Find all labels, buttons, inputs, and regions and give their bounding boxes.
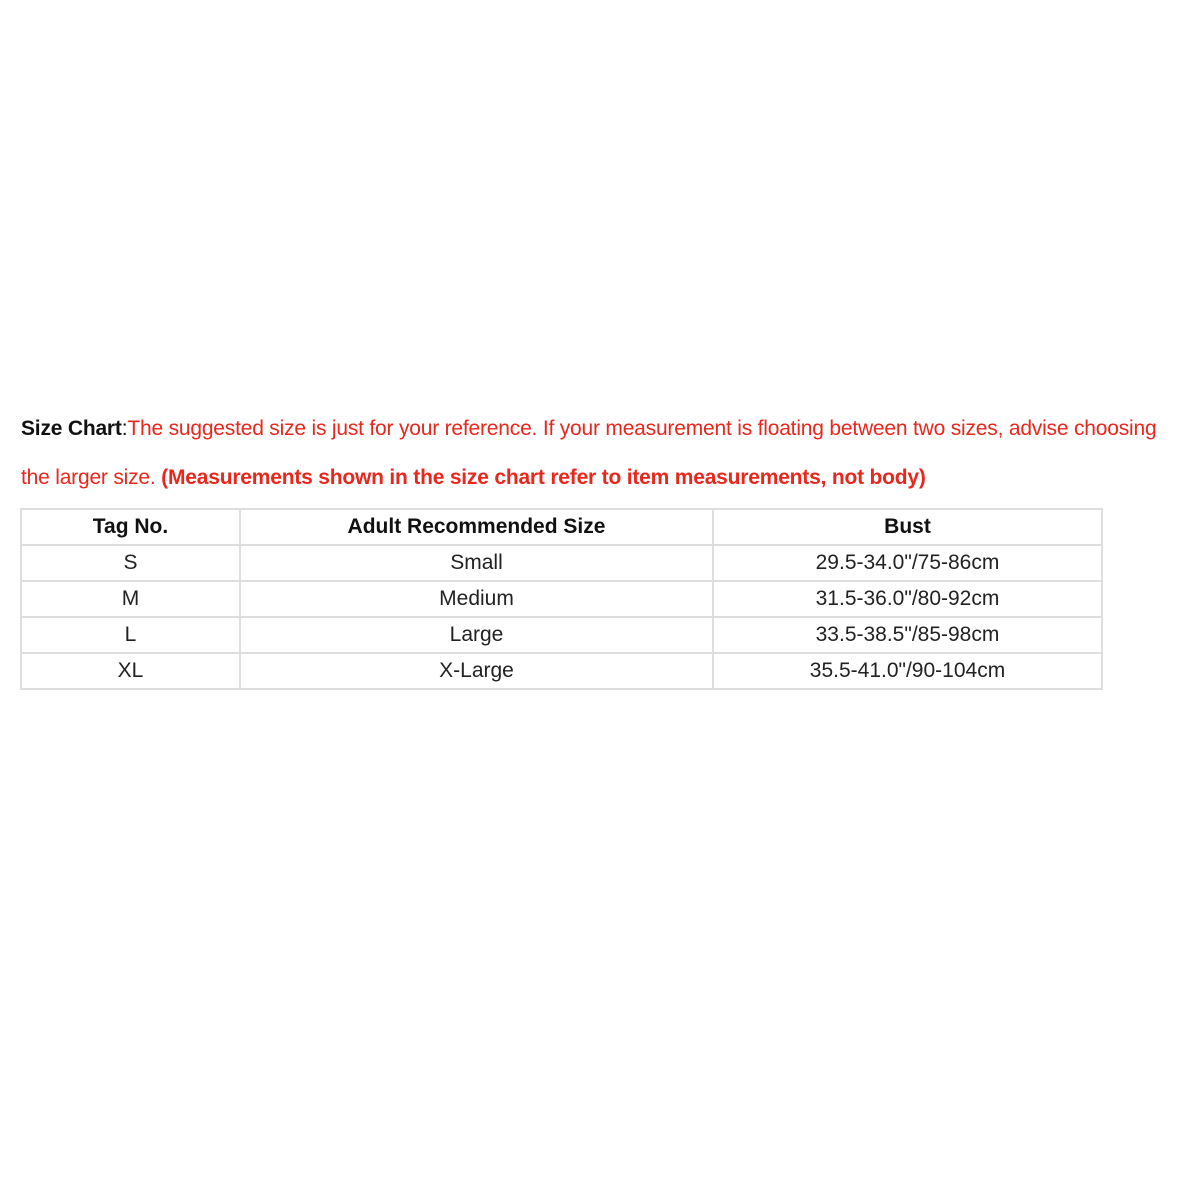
bust-cell: 33.5-38.5"/85-98cm — [713, 617, 1102, 653]
table-row — [21, 581, 1102, 617]
recommended-size-cell: X-Large — [240, 653, 713, 689]
size-table — [20, 508, 1103, 690]
bust-cell: 29.5-34.0"/75-86cm — [713, 545, 1102, 581]
column-header-bust: Bust — [713, 509, 1102, 545]
size-chart-label: Size Chart — [21, 417, 122, 440]
table-header-row — [21, 509, 1102, 545]
table-row — [21, 653, 1102, 689]
tag-no-cell: M — [21, 581, 240, 617]
recommended-size-cell: Large — [240, 617, 713, 653]
size-chart-colon: : — [121, 417, 128, 440]
size-chart-note-emphasis: (Measurements shown in the size chart refer to item measurements, not body) — [161, 466, 926, 489]
recommended-size-cell: Small — [240, 545, 713, 581]
table-row — [21, 617, 1102, 653]
bust-cell: 31.5-36.0"/80-92cm — [713, 581, 1102, 617]
tag-no-cell: L — [21, 617, 240, 653]
size-chart-note — [21, 404, 1186, 502]
column-header-adult-recommended-size: Adult Recommended Size — [240, 509, 713, 545]
table-row — [21, 545, 1102, 581]
recommended-size-cell: Medium — [240, 581, 713, 617]
column-header-tag-no: Tag No. — [21, 509, 240, 545]
size-chart-note-text: The suggested size is just for your reference. If your measurement is floating between two sizes, advise choosing the larger size. — [21, 417, 1157, 489]
bust-cell: 35.5-41.0"/90-104cm — [713, 653, 1102, 689]
tag-no-cell: XL — [21, 653, 240, 689]
tag-no-cell: S — [21, 545, 240, 581]
